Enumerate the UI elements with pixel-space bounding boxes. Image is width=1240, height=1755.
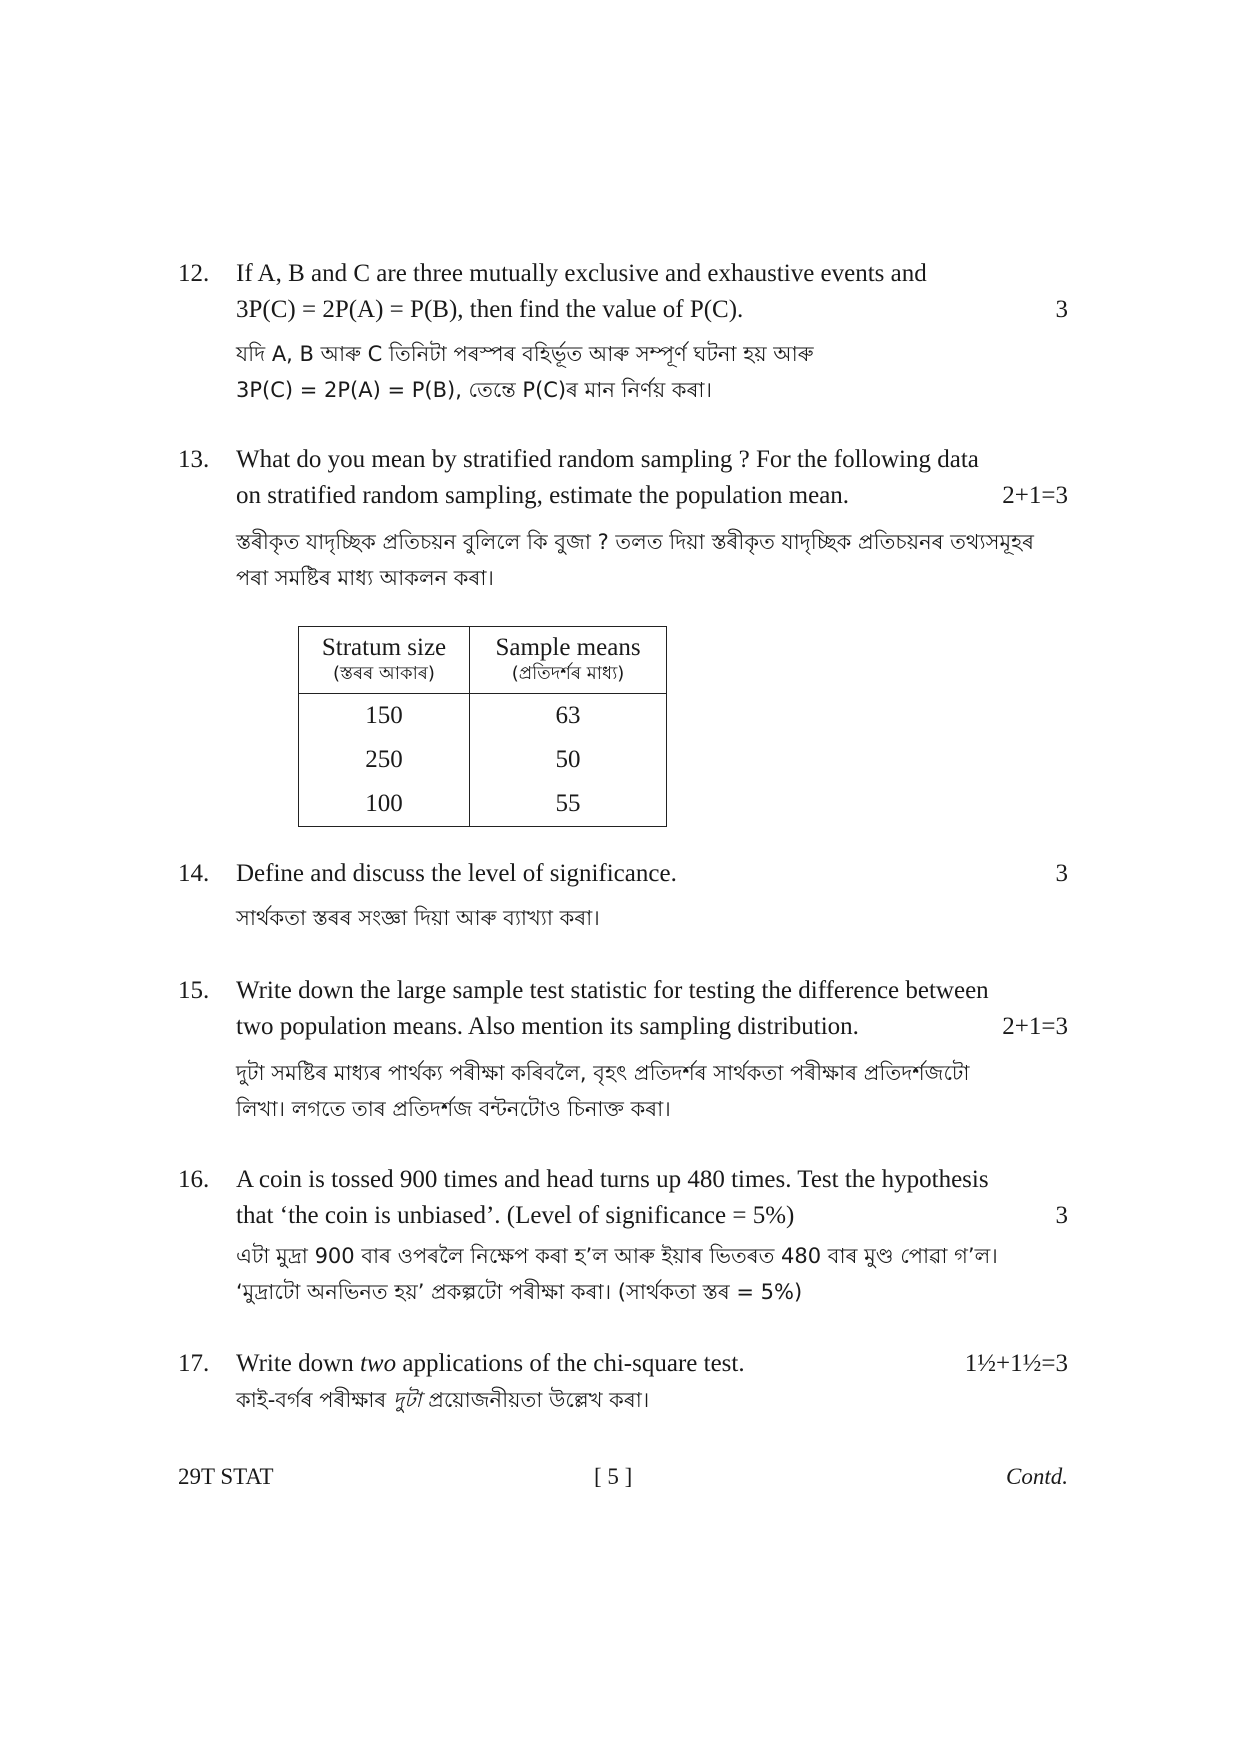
table-cell: 63 bbox=[470, 694, 667, 739]
question-text-en bbox=[236, 1346, 1068, 1382]
text-line: two population means. Also mention its sampling distribution. bbox=[236, 1013, 859, 1040]
question-text-en bbox=[236, 256, 1068, 328]
table-cell: 150 bbox=[299, 694, 470, 739]
text-line: দুটা সমষ্টিৰ মাধ্যৰ পাৰ্থক্য পৰীক্ষা কৰিবলৈ, বৃহৎ প্ৰতিদৰ্শৰ সাৰ্থকতা পৰীক্ষাৰ প্ৰতিদৰ্শজটো bbox=[236, 1061, 970, 1085]
question-text-as bbox=[236, 900, 1068, 936]
text-line: এটা মুদ্ৰা 900 বাৰ ওপৰলৈ নিক্ষেপ কৰা হ’ল আৰু ইয়াৰ ভিতৰত 480 বাৰ মুণ্ড পোৱা গ’ল। bbox=[236, 1244, 998, 1268]
table-row bbox=[299, 738, 667, 782]
text-line: সাৰ্থকতা স্তৰৰ সংজ্ঞা দিয়া আৰু ব্যাখ্যা কৰা। bbox=[236, 906, 600, 930]
table-header-cell bbox=[470, 627, 667, 694]
question-text-en bbox=[236, 442, 1068, 514]
question-text-as bbox=[236, 524, 1068, 596]
text-line: 3P(C) = 2P(A) = P(B), then find the value of P(C). bbox=[236, 296, 744, 323]
text-line: ‘মুদ্ৰাটো অনভিনত হয়’ প্ৰকল্পটো পৰীক্ষা কৰা। (সাৰ্থকতা স্তৰ = 5%) bbox=[236, 1280, 803, 1304]
table-cell: 250 bbox=[299, 738, 470, 782]
marks: 3 bbox=[1055, 296, 1068, 323]
text-line: Write down the large sample test statistic for testing the difference between bbox=[236, 977, 989, 1004]
question-text-as bbox=[236, 1055, 1068, 1127]
question-number: 15. bbox=[178, 977, 210, 1004]
contd-label: Contd. bbox=[1006, 1464, 1068, 1489]
text-line: পৰা সমষ্টিৰ মাধ্য আকলন কৰা। bbox=[236, 566, 494, 590]
table-cell: 55 bbox=[470, 782, 667, 827]
header-en: Stratum size bbox=[321, 634, 447, 661]
question-number: 13. bbox=[178, 446, 210, 473]
text-line: that ‘the coin is unbiased’. (Level of significance = 5%) bbox=[236, 1202, 795, 1229]
text-line: on stratified random sampling, estimate the population mean. bbox=[236, 482, 850, 509]
header-en: Sample means bbox=[495, 634, 641, 661]
table-row bbox=[299, 694, 667, 739]
question-number: 14. bbox=[178, 860, 210, 887]
question-text-as bbox=[236, 336, 1068, 408]
text-run: applications of the chi-square test. bbox=[396, 1350, 745, 1377]
marks: 3 bbox=[1055, 860, 1068, 887]
table-cell: 50 bbox=[470, 738, 667, 782]
table-header-cell bbox=[299, 627, 470, 694]
text-line: Define and discuss the level of significance. bbox=[236, 860, 677, 887]
marks: 1½+1½=3 bbox=[964, 1350, 1068, 1377]
text-line: A coin is tossed 900 times and head turns up 480 times. Test the hypothesis bbox=[236, 1166, 989, 1193]
text-run: Write down bbox=[236, 1350, 360, 1377]
table-header-row bbox=[299, 627, 667, 694]
table-row bbox=[299, 782, 667, 827]
emphasis-two-as: দুটা bbox=[392, 1388, 422, 1412]
text-line bbox=[236, 1382, 1068, 1418]
stratum-table bbox=[298, 626, 667, 827]
question-text-en bbox=[236, 856, 1068, 892]
text-run: প্ৰয়োজনীয়তা উল্লেখ কৰা। bbox=[421, 1388, 650, 1412]
text-line: What do you mean by stratified random sampling ? For the following data bbox=[236, 446, 979, 473]
question-text-en bbox=[236, 1162, 1068, 1234]
text-line: যদি A, B আৰু C তিনিটা পৰস্পৰ বহিৰ্ভূত আৰু সম্পূৰ্ণ ঘটনা হয় আৰু bbox=[236, 342, 814, 366]
question-text-as bbox=[236, 1238, 1068, 1310]
text-line bbox=[236, 1346, 1068, 1382]
header-as: (প্ৰতিদৰ্শৰ মাধ্য) bbox=[511, 663, 625, 684]
text-line: If A, B and C are three mutually exclusive and exhaustive events and bbox=[236, 260, 927, 287]
text-line: লিখা। লগতে তাৰ প্ৰতিদৰ্শজ বন্টনটোও চিনাক্ত কৰা। bbox=[236, 1097, 671, 1121]
marks: 2+1=3 bbox=[1002, 1013, 1068, 1040]
text-line: 3P(C) = 2P(A) = P(B), তেন্তে P(C)ৰ মান নিৰ্ণয় কৰা। bbox=[236, 378, 712, 402]
emphasis-two: two bbox=[359, 1350, 397, 1377]
table-cell: 100 bbox=[299, 782, 470, 827]
question-text-en bbox=[236, 973, 1068, 1045]
marks: 2+1=3 bbox=[1002, 482, 1068, 509]
text-run: কাই-বৰ্গৰ পৰীক্ষাৰ bbox=[236, 1388, 393, 1412]
text-line: স্তৰীকৃত যাদৃচ্ছিক প্ৰতিচয়ন বুলিলে কি বুজা ? তলত দিয়া স্তৰীকৃত যাদৃচ্ছিক প্ৰতিচয়নৰ তথ্যসমূহৰ bbox=[236, 530, 1034, 554]
question-number: 16. bbox=[178, 1166, 210, 1193]
marks: 3 bbox=[1055, 1202, 1068, 1229]
header-as: (স্তৰৰ আকাৰ) bbox=[333, 663, 435, 684]
question-number: 12. bbox=[178, 260, 210, 287]
page-number: [ 5 ] bbox=[594, 1464, 633, 1489]
question-text-as bbox=[236, 1382, 1068, 1418]
question-number: 17. bbox=[178, 1350, 210, 1377]
paper-code: 29T STAT bbox=[178, 1464, 274, 1489]
